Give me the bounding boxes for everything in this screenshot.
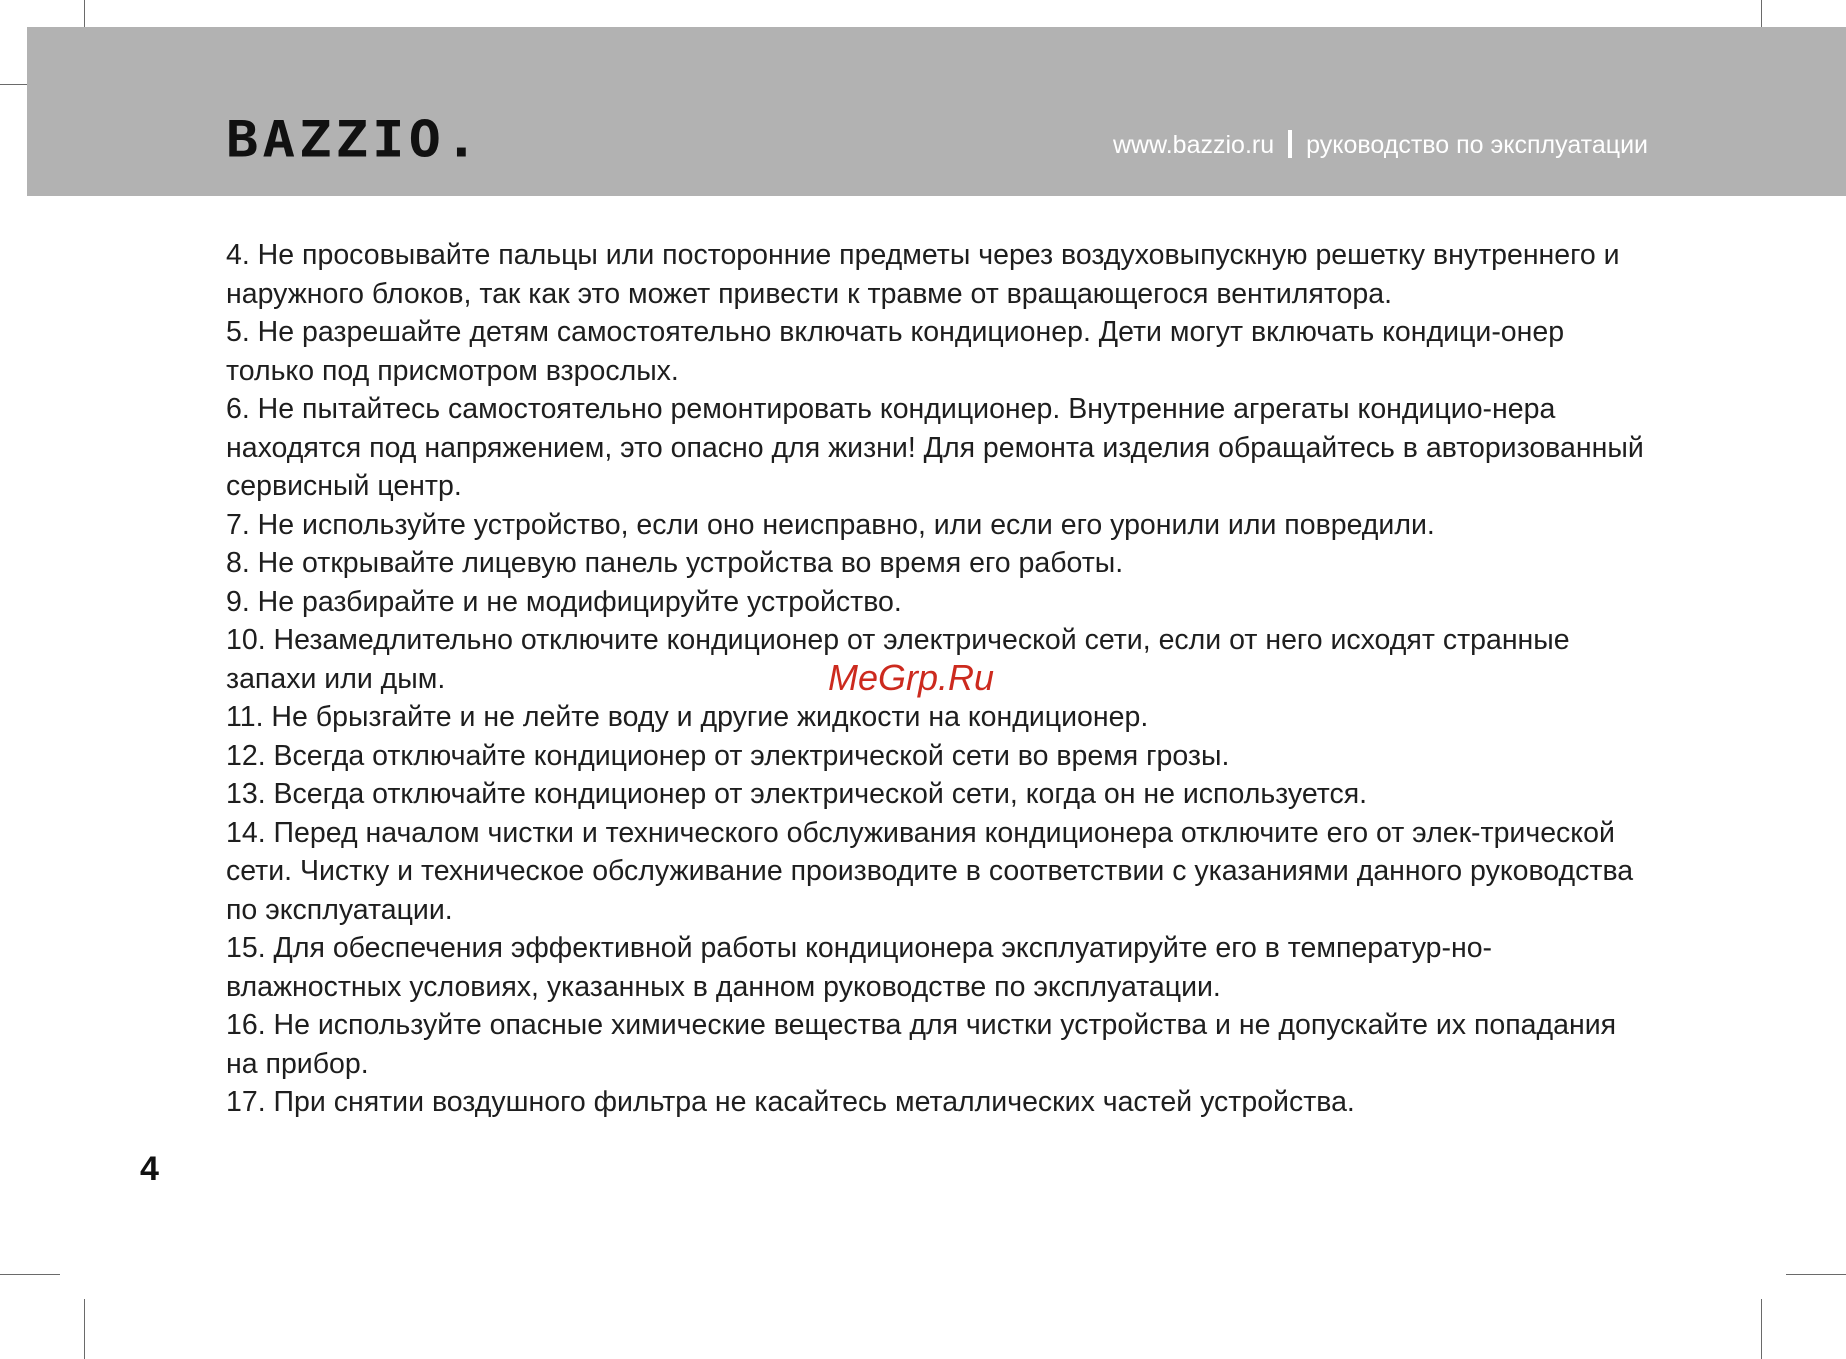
crop-mark: [1761, 1299, 1762, 1359]
brand-logo: BAZZIO.: [226, 110, 482, 169]
instruction-item: 6. Не пытайтесь самостоятельно ремонтировать кондиционер. Внутренние агрегаты кондицио-нера находятся под напряжением, это опасно для жизни! Для ремонта изделия обращайтесь в авторизованный сервисный центр.: [226, 393, 1644, 502]
header-separator: [1288, 130, 1292, 158]
crop-mark: [84, 1299, 85, 1359]
instruction-item: 13. Всегда отключайте кондиционер от электрической сети, когда он не используется.: [226, 778, 1368, 810]
instruction-item: 15. Для обеспечения эффективной работы кондиционера эксплуатируйте его в температур-но-влажностных условиях, указанных в данном руководстве по эксплуатации.: [226, 932, 1493, 1003]
crop-mark: [1786, 1274, 1846, 1275]
instruction-item: 11. Не брызгайте и не лейте воду и другие жидкости на кондиционер.: [226, 701, 1149, 733]
instruction-item: 14. Перед началом чистки и технического обслуживания кондиционера отключите его от элек-трической сети. Чистку и техническое обслуживание производите в соответствии с указаниями данного руководства по эксплуатации.: [226, 816, 1634, 926]
instruction-item: 12. Всегда отключайте кондиционер от электрической сети во время грозы.: [226, 739, 1230, 772]
header-meta: [1113, 130, 1648, 158]
instruction-item: 9. Не разбирайте и не модифицируйте устройство.: [226, 585, 902, 618]
page-number: 4: [140, 1150, 159, 1188]
instruction-item: 5. Не разрешайте детям самостоятельно включать кондиционер. Дети могут включать кондици-онер только под присмотром взрослых.: [226, 316, 1565, 387]
crop-mark: [0, 1274, 60, 1275]
instruction-item: 10. Незамедлительно отключите кондиционер от электрической сети, если от него исходят странные запахи или дым.: [226, 624, 1570, 695]
instruction-item: 7. Не используйте устройство, если оно неисправно, или если его уронили или повредили.: [226, 508, 1435, 541]
instruction-item: 8. Не открывайте лицевую панель устройства во время его работы.: [226, 547, 1124, 579]
instruction-item: 17. При снятии воздушного фильтра не касайтесь металлических частей устройства.: [226, 1086, 1355, 1118]
watermark: MeGrp.Ru: [828, 657, 995, 698]
website-link: www.bazzio.ru: [1112, 131, 1275, 159]
instruction-item: 4. Не просовывайте пальцы или посторонние предметы через воздуховыпускную решетку внутреннего и наружного блоков, так как это может привести к травме от вращающегося вентилятора.: [226, 239, 1620, 310]
instruction-item: 16. Не используйте опасные химические вещества для чистки устройства и не допускайте их попадания на прибор.: [226, 1009, 1617, 1080]
manual-section-title: руководство по эксплуатации: [1306, 131, 1648, 159]
